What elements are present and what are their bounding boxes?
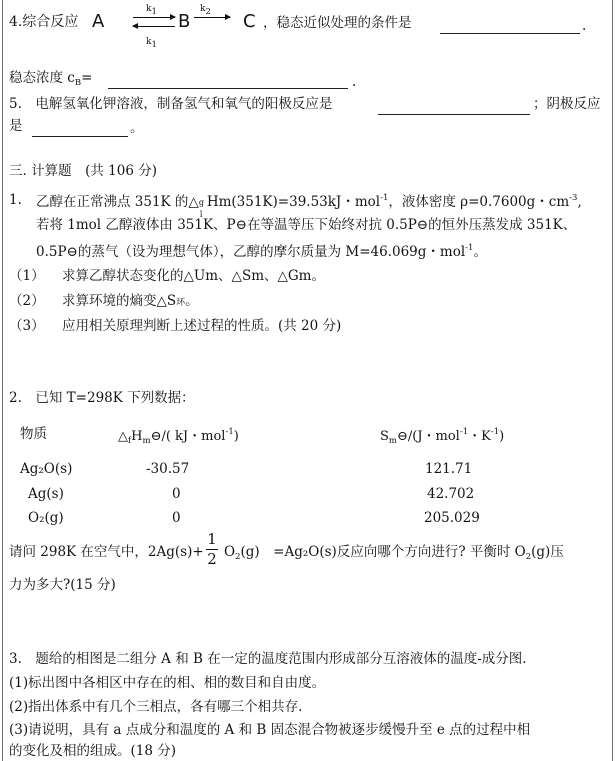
q5-text: 5. 电解氢氧化钾溶液，制备氢气和氧气的阳极反应是 [9, 96, 333, 112]
species-b: B [178, 11, 191, 32]
p1-number: 1. [9, 192, 22, 208]
km1-label: k1 [146, 37, 157, 50]
p1-sub2-num: （2） [9, 293, 45, 309]
section-title: 三. 计算题 (共 106 分) [9, 163, 157, 179]
steady-state-label: 稳态浓度 $c_B=$ [9, 70, 93, 88]
table-row-1-entropy: 121.71 [425, 461, 473, 477]
p1-sub3: 应用相关原理判断上述过程的性质。(共 20 分) [62, 318, 342, 334]
species-a: A [92, 11, 105, 32]
p3-line5: 的变化及相的组成。(18 分) [9, 743, 177, 759]
forward-arrow-2 [194, 17, 230, 18]
concentration-dot: . [352, 74, 357, 90]
p1-line2: 若将 1mol 乙醇液体由 351K、P⊖在等温等压下始终对抗 0.5P⊖的恒外压蒸发成 351K、 [36, 217, 577, 233]
answer-blank-condition[interactable] [440, 21, 580, 34]
q4-heading: 4.综合反应 [9, 14, 79, 30]
left-margin-line [2, 0, 3, 761]
p2-question-line2: 力为多大?(15 分) [9, 577, 116, 593]
p1-sub2: 求算环境的熵变△S环。 [62, 293, 199, 309]
answer-blank-concentration[interactable] [108, 76, 348, 89]
table-row-3-entropy: 205.029 [424, 510, 480, 526]
table-row-2-substance: Ag(s) [28, 486, 64, 502]
table-row-1-substance: Ag₂O(s) [20, 461, 73, 477]
table-header-entropy: $S_m⊖/(J$・mol$^{-1}$・$K^{-1}$) [380, 427, 505, 446]
q5-cathode-text: ；阴极反应 [533, 96, 601, 112]
q5-is: 是 [9, 118, 23, 134]
q4-dot: . [582, 18, 587, 34]
table-row-3-substance: O₂(g) [28, 510, 64, 526]
answer-blank-anode[interactable] [378, 102, 530, 115]
q5-dot: 。 [130, 120, 144, 136]
k1-label: k1 [146, 4, 157, 17]
reverse-arrow [133, 26, 175, 27]
p1-sub3-num: （3） [9, 318, 45, 334]
p2-intro: 2. 已知 T=298K 下列数据： [9, 390, 195, 406]
table-header-substance: 物质 [20, 426, 47, 442]
table-header-enthalpy: $\triangle_fH_m⊖/$( kJ・mol$^{-1}$) [118, 427, 239, 446]
answer-blank-cathode[interactable] [32, 124, 128, 137]
p1-sub1-num: （1） [9, 268, 45, 284]
p1-line1: 乙醇在正常沸点 351K 的△ g l Hm(351K)=39.53kJ・mol$^{-1}$，液体密度 ρ=0.7600g・$cm^{-3}$, [36, 193, 582, 219]
right-margin-line [612, 0, 613, 761]
table-row-1-enthalpy: -30.57 [146, 461, 190, 477]
p3-line4: (3)请说明，具有 a 点成分和温度的 A 和 B 固态混合物被逐步缓慢升至 e 点的过程中相 [9, 722, 531, 738]
p3-line2: (1)标出图中各相区中存在的相、相的数目和自由度。 [9, 675, 326, 691]
p2-question-rest: $O_2(g)$ =Ag₂O(s)反应向哪个方向进行? 平衡时 $O_2(g)$压 [224, 544, 564, 562]
q4-condition-text: ，稳态近似处理的条件是 [263, 15, 412, 31]
p1-sub1: 求算乙醇状态变化的△Um、△Sm、△Gm。 [62, 268, 325, 284]
species-c: C [243, 11, 256, 32]
one-half-fraction: 1 2 [207, 530, 217, 568]
table-row-2-entropy: 42.702 [427, 486, 475, 502]
p1-line3: 0.5P⊖的蒸气（设为理想气体），乙醇的摩尔质量为 M=46.069g・mol$^{-1}$。 [36, 243, 487, 260]
table-row-2-enthalpy: 0 [172, 486, 181, 502]
p2-question-start: 请问 298K 在空气中，2Ag(s)+ [9, 544, 204, 560]
p3-line3: (2)指出体系中有几个三相点，各有哪三个相共存. [9, 699, 303, 715]
p3-line1: 3. 题给的相图是二组分 A 和 B 在一定的温度范围内形成部分互溶液体的温度-成分图. [9, 651, 527, 667]
k2-label: k2 [200, 4, 211, 17]
table-row-3-enthalpy: 0 [172, 510, 181, 526]
forward-arrow-1 [133, 17, 175, 18]
